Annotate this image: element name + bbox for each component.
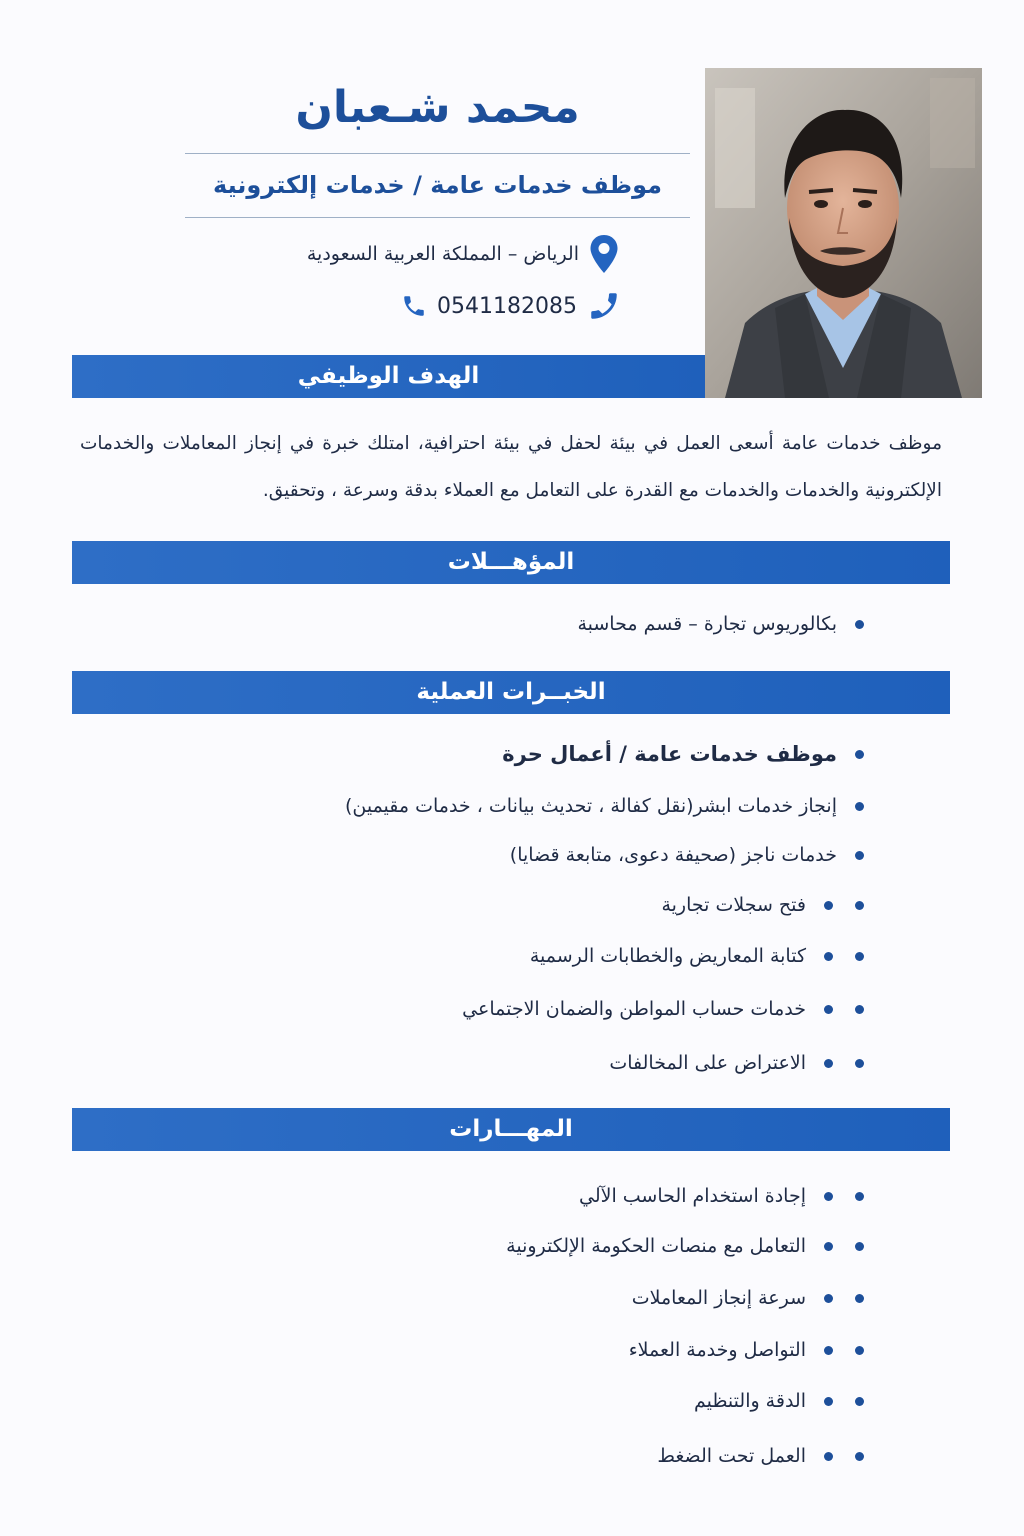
list-item	[510, 844, 864, 866]
section-qualifications-header: المؤهـــلات	[72, 541, 950, 584]
bullet-dot	[855, 750, 864, 759]
skill-item: العمل تحت الضغط	[657, 1445, 806, 1467]
experience-item: خدمات حساب المواطن والضمان الاجتماعي	[462, 998, 806, 1020]
bullet-dot	[855, 851, 864, 860]
skill-item: التواصل وخدمة العملاء	[628, 1339, 806, 1361]
list-item	[632, 1287, 864, 1309]
bullet-dot	[855, 1005, 864, 1014]
bullet-dot	[855, 1452, 864, 1461]
candidate-name: محمد شـعبان	[295, 82, 580, 133]
bullet-dot	[824, 1452, 833, 1461]
bullet-dot	[855, 1242, 864, 1251]
skill-item: التعامل مع منصات الحكومة الإلكترونية	[506, 1235, 806, 1257]
title-divider-bottom	[185, 217, 690, 218]
experience-item: كتابة المعاريض والخطابات الرسمية	[529, 945, 806, 967]
location-text: الرياض – المملكة العربية السعودية	[306, 243, 579, 265]
job-title: موظف خدمات عامة / خدمات إلكترونية	[213, 171, 662, 199]
title-divider-top	[185, 153, 690, 154]
list-item	[345, 795, 864, 817]
bullet-dot	[855, 1346, 864, 1355]
list-item	[657, 1445, 864, 1467]
bullet-dot	[824, 1059, 833, 1068]
skill-item: سرعة إنجاز المعاملات	[631, 1287, 806, 1309]
list-item	[530, 945, 864, 967]
bullet-dot	[855, 952, 864, 961]
list-item	[506, 1235, 864, 1257]
map-pin-icon	[589, 234, 619, 274]
experience-role	[502, 742, 864, 766]
bullet-dot	[824, 1397, 833, 1406]
experience-item: إنجاز خدمات ابشر(نقل كفالة ، تحديث بيانات ، خدمات مقيمين)	[344, 795, 837, 817]
bullet-dot	[855, 1059, 864, 1068]
section-objective-header: الهدف الوظيفي	[72, 355, 705, 398]
bullet-dot	[824, 1294, 833, 1303]
list-item	[462, 998, 864, 1020]
experience-item: الاعتراض على المخالفات	[609, 1052, 806, 1074]
skill-item: الدقة والتنظيم	[693, 1390, 806, 1412]
skill-item: إجادة استخدام الحاسب الآلي	[579, 1185, 806, 1207]
objective-text: موظف خدمات عامة أسعى العمل في بيئة لحفل في بيئة احترافية، امتلك خبرة في إنجاز المعاملات والخدمات الإلكترونية والخدمات والخدمات مع القدرة على التعامل مع العملاء بدقة وسرعة ، وتحقيق.	[80, 433, 942, 501]
bullet-dot	[824, 1346, 833, 1355]
bullet-dot	[855, 620, 864, 629]
bullet-dot	[855, 1192, 864, 1201]
bullet-dot	[824, 1242, 833, 1251]
bullet-dot	[855, 802, 864, 811]
profile-photo	[705, 68, 982, 398]
bullet-dot	[855, 1294, 864, 1303]
list-item	[694, 1390, 864, 1412]
bullet-dot	[824, 1005, 833, 1014]
bullet-dot	[855, 1397, 864, 1406]
phone-small-icon	[401, 293, 427, 319]
section-skills-header: المهـــارات	[72, 1108, 950, 1151]
phone-number: 0541182085	[437, 293, 577, 319]
list-item	[579, 1185, 864, 1207]
experience-item: فتح سجلات تجارية	[661, 894, 806, 916]
list-item	[661, 894, 864, 916]
bullet-dot	[824, 1192, 833, 1201]
list-item	[577, 613, 864, 635]
list-item	[629, 1339, 864, 1361]
experience-item: خدمات ناجز (صحيفة دعوى، متابعة قضايا)	[509, 844, 837, 866]
section-experience-header: الخبــرات العملية	[72, 671, 950, 714]
list-item	[609, 1052, 864, 1074]
bullet-dot	[824, 901, 833, 910]
bullet-dot	[824, 952, 833, 961]
phone-icon	[587, 289, 621, 323]
phone-row	[401, 289, 621, 323]
qualification-text: بكالوريوس تجارة – قسم محاسبة	[577, 613, 837, 635]
bullet-dot	[855, 901, 864, 910]
location-row	[307, 234, 619, 274]
role-text: موظف خدمات عامة / أعمال حرة	[502, 742, 837, 766]
